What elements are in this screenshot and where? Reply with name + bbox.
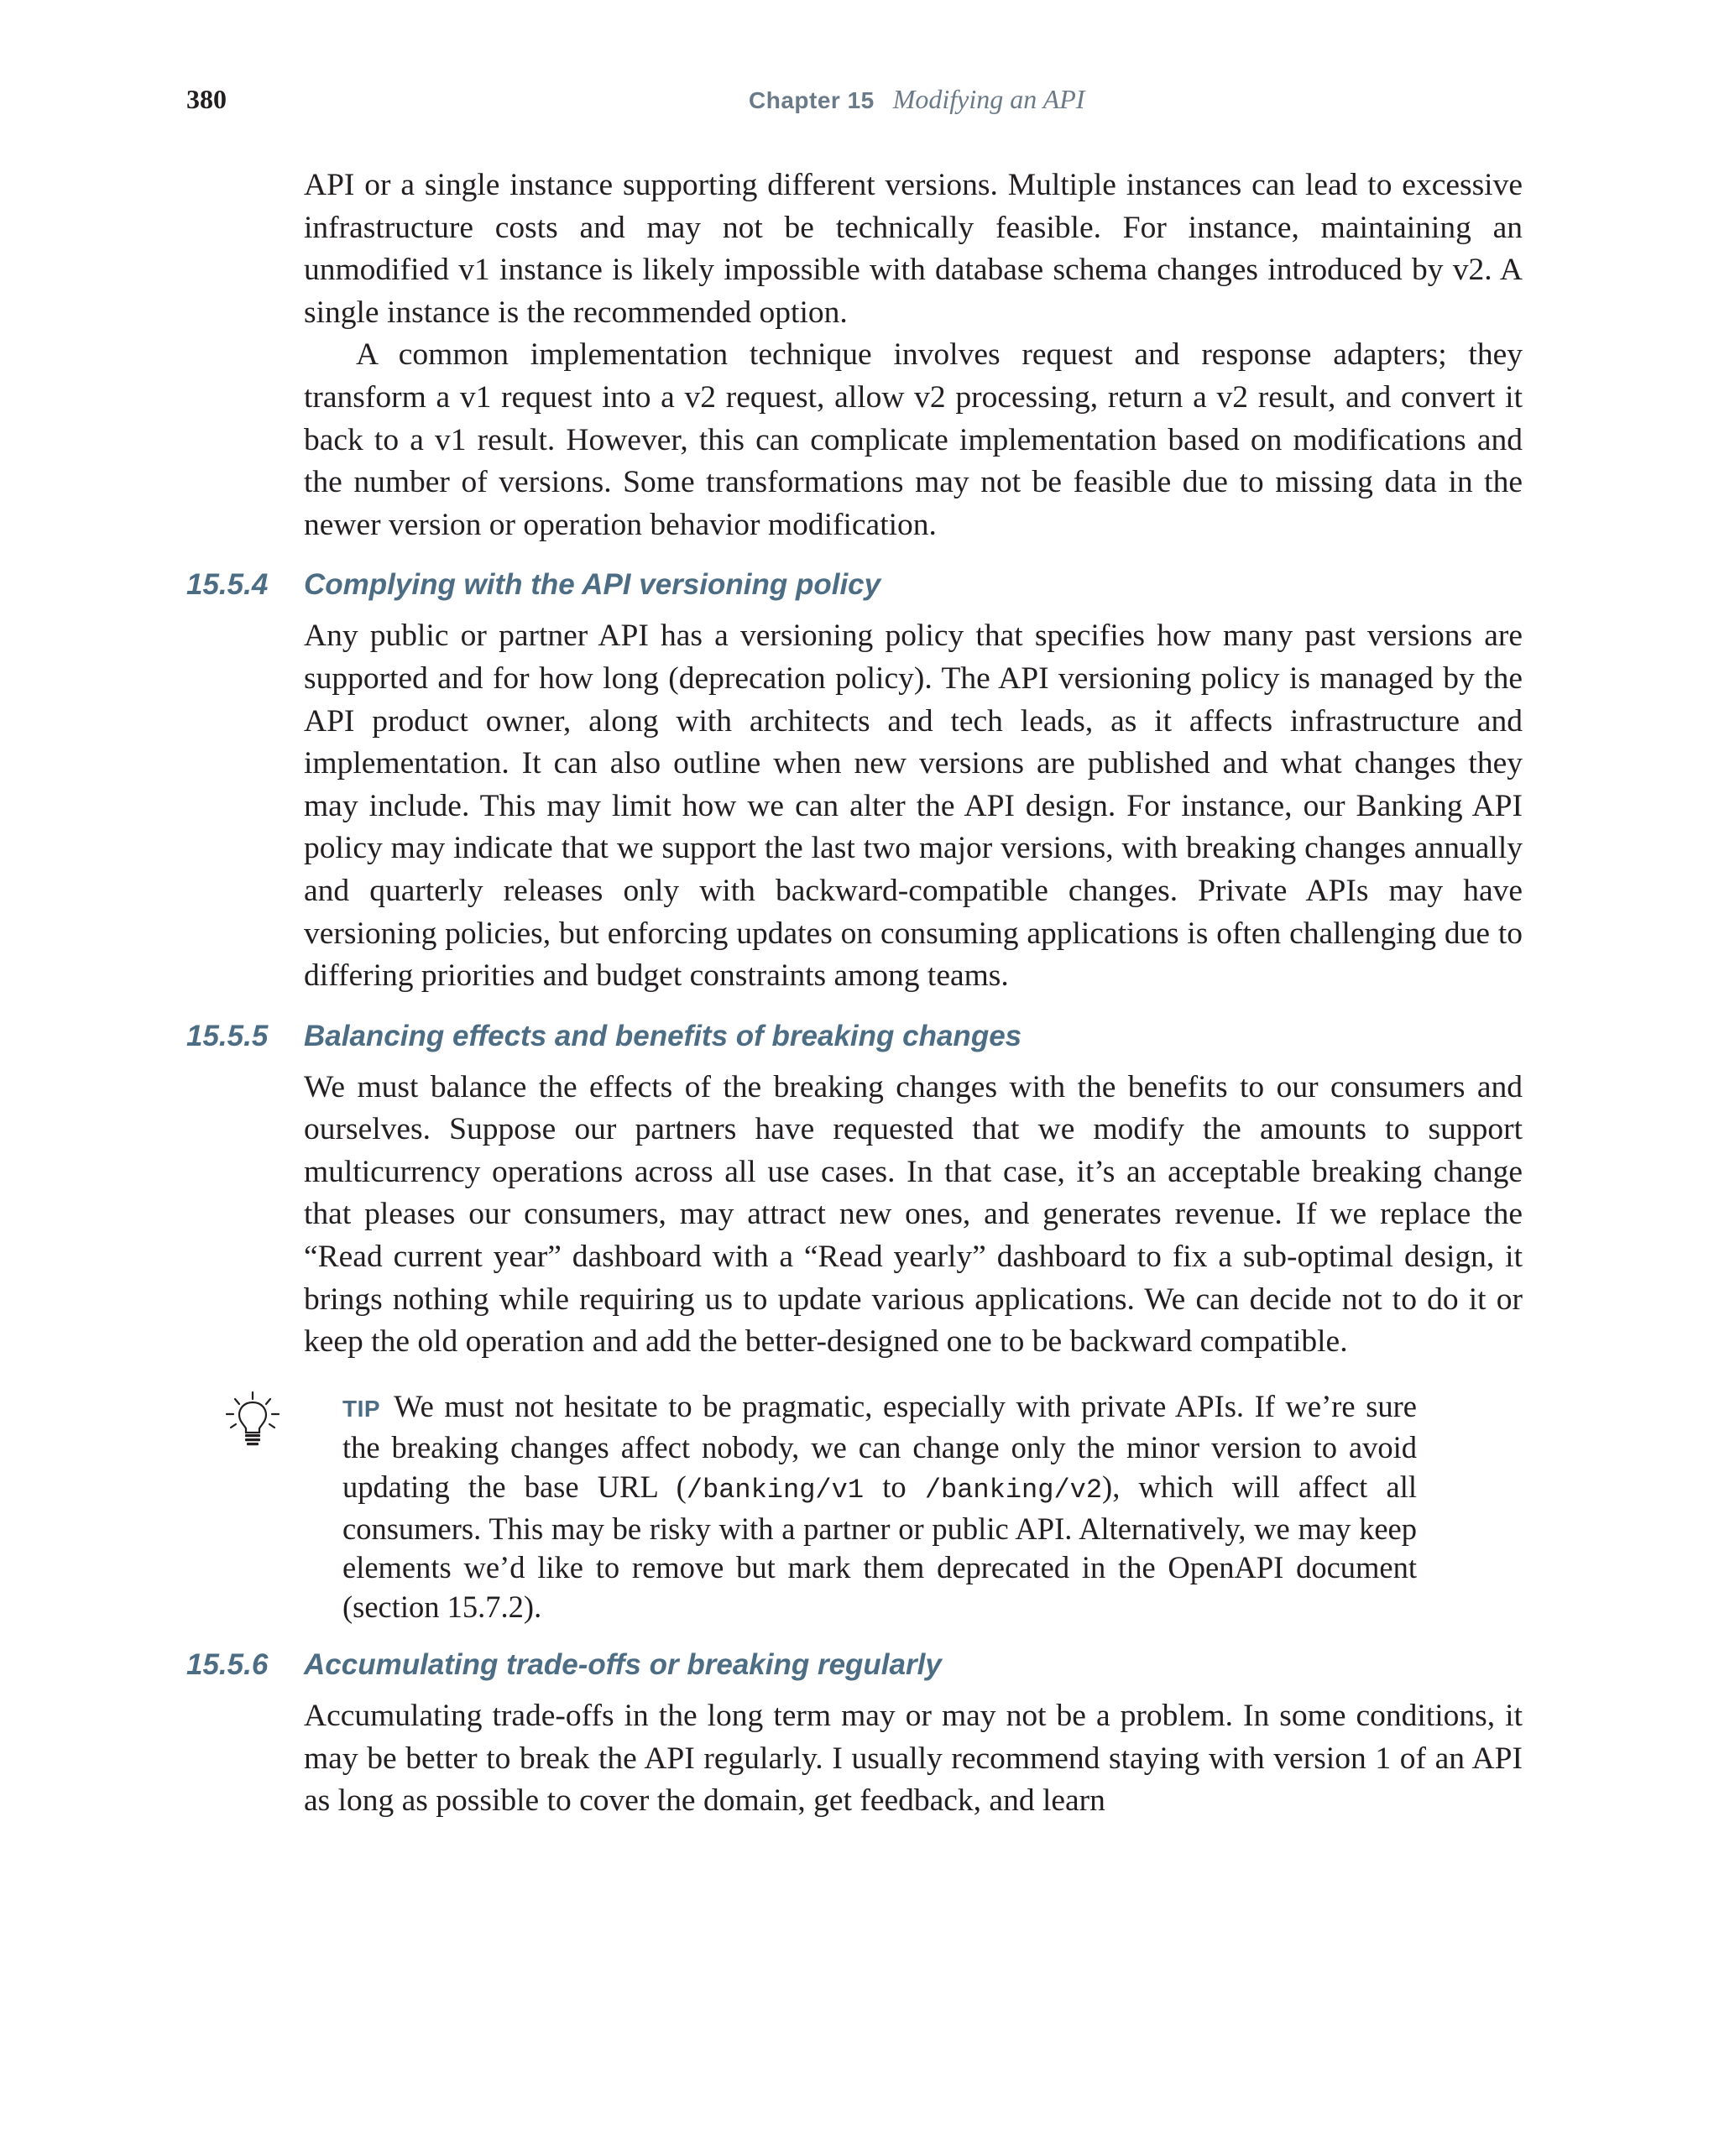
tip-text-before: We must not hesitate to be pragmatic, especially with private APIs. If we’re sure the breaking changes affect nobody, we can change only the minor version to avoid updating the base URL ( (342, 1388, 1417, 1504)
intro-paragraph: API or a single instance supporting different versions. Multiple instances can lead to excessive infrastructure costs and may not be technically feasible. For instance, maintaining an unmodified v1 instance is likely impossible with database schema changes introduced by v2. A single instance is the recommended option. (304, 168, 1523, 330)
chapter-label: Chapter 15 (749, 87, 875, 113)
section-heading-15-5-5 (186, 1013, 1523, 1060)
page-header (186, 77, 1513, 121)
page-content (186, 164, 1523, 1823)
tip-text-after: ), which will affect all consumers. This may be risky with a partner or public API. Alternatively, we may keep elements we’d like to remove but mark them deprecated in the OpenAPI document (section 15.7.2). (342, 1469, 1417, 1624)
breaking-changes-paragraph: We must balance the effects of the breaking changes with the benefits to our consumers and ourselves. Suppose our partners have requested that we modify the amounts to support multicurrency operations across all use cases. In that case, it’s an acceptable breaking change that pleases our consumers, may attract new ones, and generates revenue. If we replace the “Read current year” dashboard with a “Read yearly” dashboard to fix a sub-optimal design, it brings nothing while requiring us to update various applications. We can decide not to do it or keep the old operation and add the better-designed one to be backward compatible. (304, 1069, 1523, 1360)
page-number: 380 (186, 84, 227, 114)
section-title: Balancing effects and benefits of breaking changes (304, 1019, 1022, 1052)
section-number: 15.5.6 (186, 1648, 269, 1682)
tip-text (342, 1387, 1417, 1626)
tip-text-to: to (864, 1469, 925, 1504)
section-title: Accumulating trade-offs or breaking regularly (304, 1648, 942, 1682)
section-heading-15-5-4 (186, 561, 1523, 608)
chapter-title: Modifying an API (892, 84, 1085, 114)
section-heading-15-5-6 (186, 1642, 1523, 1689)
trade-offs-paragraph: Accumulating trade-offs in the long term may or may not be a problem. In some conditions, it may be better to break the API regularly. I usually recommend staying with version 1 of an API as long as possible to cover the domain, get feedback, and learn (304, 1699, 1523, 1819)
tip-block (342, 1387, 1417, 1626)
code-banking-v1: /banking/v1 (686, 1474, 865, 1506)
adapters-paragraph: A common implementation technique involves request and response adapters; they transform a v1 request into a v2 request, allow v2 processing, return a v2 result, and convert it back to a v1 result. However, this can complicate implementation based on modifications and the number of versions. Some transformations may not be feasible due to missing data in the newer version or operation behavior modification. (304, 337, 1523, 542)
section-number: 15.5.5 (186, 1019, 269, 1052)
section-number: 15.5.4 (186, 568, 269, 602)
versioning-policy-paragraph: Any public or partner API has a versioning policy that specifies how many past versions are supported and for how long (deprecation policy). The API versioning policy is managed by the API product owner, along with architects and tech leads, as it affects infrastructure and implementation. It can also outline when new versions are published and what changes they may include. This may limit how we can alter the API design. For instance, our Banking API policy may indicate that we support the last two major versions, with breaking changes annually and quarterly releases only with backward-compatible changes. Private APIs may have versioning policies, but enforcing updates on consuming applications is often challenging due to differing priorities and budget constraints among teams. (304, 619, 1523, 994)
running-head (749, 77, 1084, 127)
tip-label: TIP (342, 1395, 381, 1422)
section-title: Complying with the API versioning policy (304, 568, 881, 602)
lightbulb-icon (223, 1391, 282, 1449)
code-banking-v2: /banking/v2 (924, 1474, 1103, 1506)
